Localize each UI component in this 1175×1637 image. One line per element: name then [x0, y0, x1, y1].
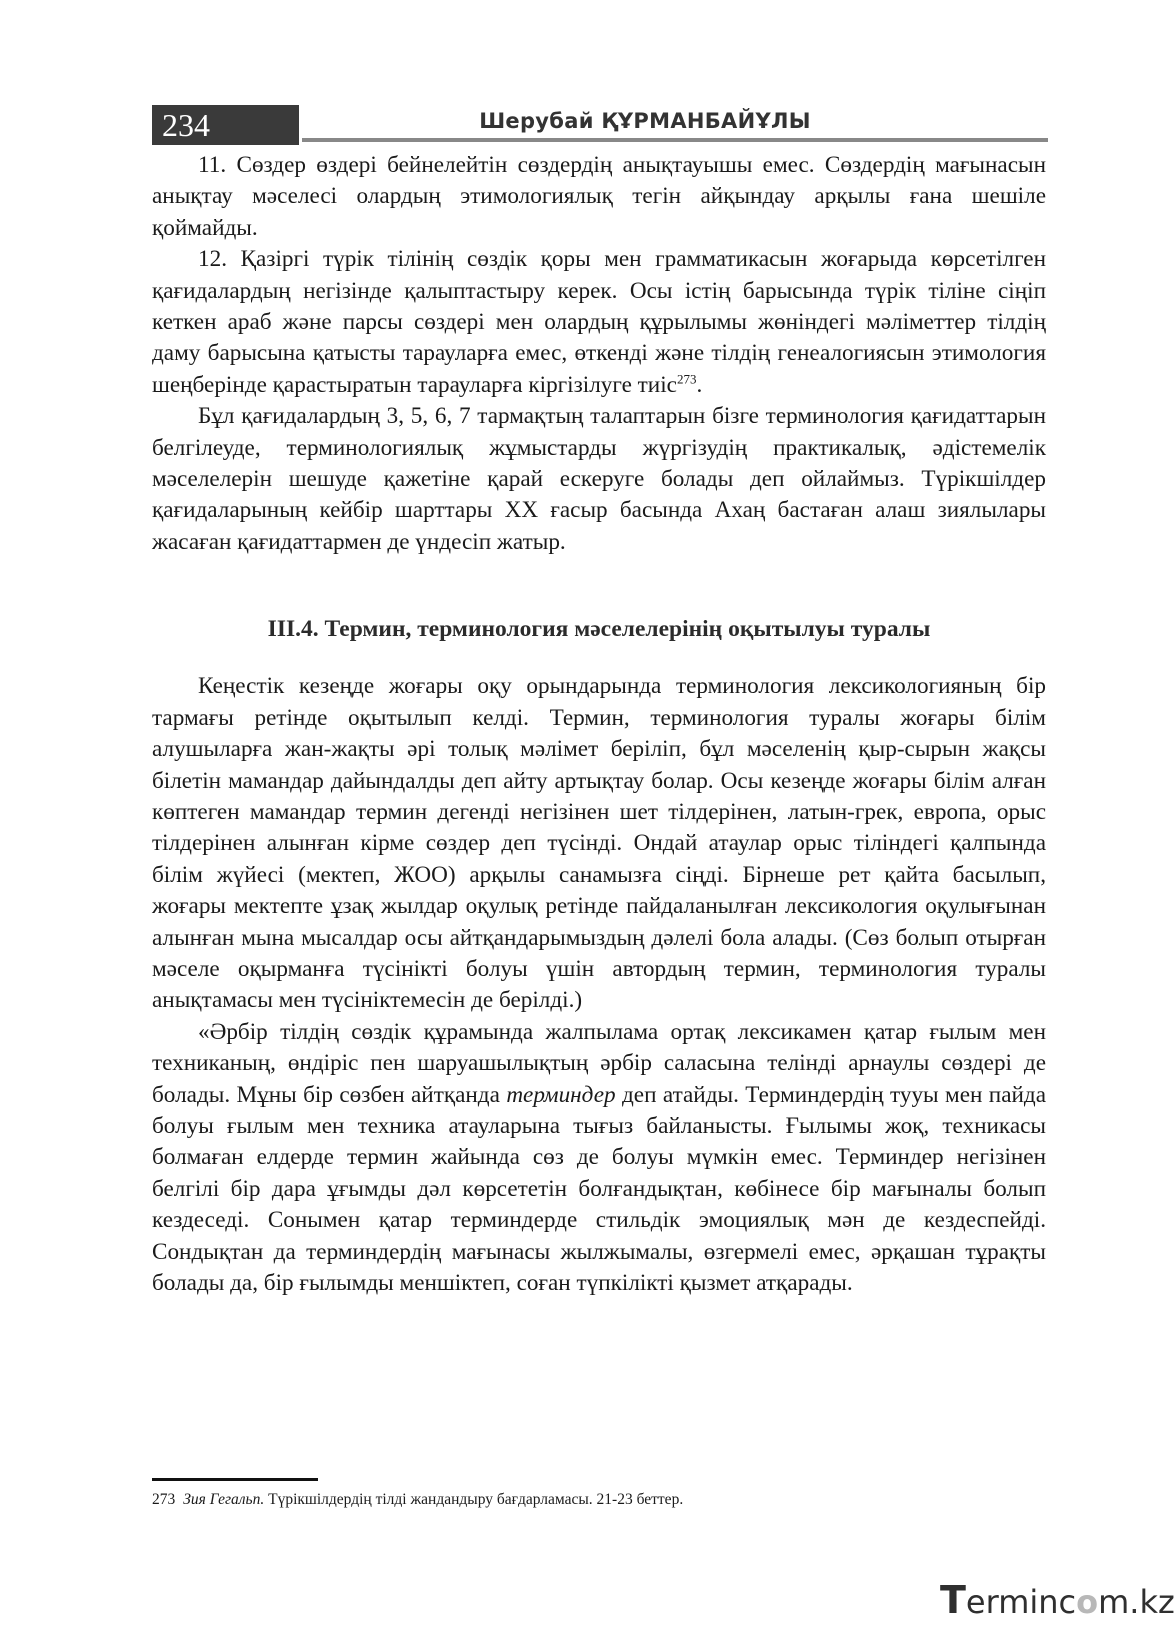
footnote-reference[interactable]: 273 [676, 371, 697, 387]
page-number-box [152, 105, 299, 145]
paragraph-item-12 [152, 244, 1046, 401]
footnote [152, 1489, 1032, 1511]
watermark-letter-t: T [940, 1578, 966, 1622]
paragraph-item-11: 11. Сөздер өздері бейнелейтін сөздердің анықтауышы емес. Сөздердің мағынасын анықтау мәселесі олардың этимологиялық тегін айқындау арқылы ғана шешіле қоймайды. [152, 152, 1046, 241]
watermark-letter-o: o [1076, 1583, 1099, 1621]
running-header-author: Шерубай ҚҰРМАНБАЙҰЛЫ [479, 109, 811, 133]
page-body [152, 150, 1046, 1299]
watermark-text-erminc: erminc [965, 1583, 1077, 1621]
footnote-text: Түрікшілдердің тілді жандандыру бағдарламасы. 21-23 беттер. [264, 1491, 684, 1508]
quote-text-after: деп атайды. Терминдердің тууы мен пайда болуы ғылым мен техника атауларына тығыз байланысты. Ғылымы жоқ, техникасы болмаған елдерде термин жайында сөз де болуы мүмкін емес. Терминдер негізінен белгілі бір дара ұғымды дәл көрсететін болғандықтан, көбінесе бір мағыналы болып кездеседі. Сонымен қатар терминдерде стильдік эмоциялық мән де кездеспейді. Сондықтан да терминдердің мағынасы жылжымалы, өзгермелі емес, әрқашан тұрақты болады да, бір ғылымды меншіктеп, соған түпкілікті қызмет атқарады. [152, 1081, 1047, 1296]
quote-text-before: «Әрбір тілдің сөздік құрамында жалпылама ортақ лексикамен қатар ғылым мен техниканың, өндіріс пен шаруашылықтың әрбір саласына телінді арнаулы сөздері де болады. Мұны бір сөзбен айтқанда [152, 1018, 1046, 1108]
watermark-text-mkz: m.kz [1098, 1583, 1175, 1621]
paragraph-soviet-period: Кеңестік кезеңде жоғары оқу орындарында терминология лексикологияның бір тармағы ретінде оқытылып келді. Термин, терминология туралы жоғары білім алушыларға жан-жақты әрі толық мәлімет беріліп, бұл мәселенің қыр-сырын жақсы білетін мамандар дайындалды деп айту артықтау болар. Осы кезеңде жоғары білім алған көптеген мамандар термин дегенді негізінен шет тілдерінен, латын-грек, европа, орыс тілдерінен алынған кірме сөздер деп түсінді. Ондай атаулар орыс тіліндегі қалпында білім жүйесі (мектеп, ЖОО) арқылы санамызға сіңді. Бірнеше рет қайта басылып, жоғары мектепте ұзақ жылдар оқулық ретінде пайдаланылған лексикология оқулығынан алынған мына мысалдар осы айтқандарымыздың дәлелі бола алады. (Сөз болып отырған мәселе оқырманға түсінікті болуы үшін автордың термин, терминология туралы анықтамасы мен түсініктемесін де берілді.) [152, 673, 1046, 1014]
section-heading: III.4. Термин, терминология мәселелерінің оқытылуы туралы [267, 616, 931, 643]
watermark-logo [940, 1580, 1175, 1622]
paragraph-item-12-text: 12. Қазіргі түрік тілінің сөздік қоры мен грамматикасын жоғарыда көрсетілген қағидалардың негізінде қалыптастыру керек. Осы істің барысында түрік тіліне сіңіп кеткен араб және парсы сөздері мен олардың құрылымы жөніндегі мәліметтер тілдің даму барысына қатысты тарауларға емес, өткенді және тілдің генеалогиясын этимология шеңберінде қарастыратын тарауларға кіргізілуге тиіс [152, 246, 1046, 398]
footnote-separator [152, 1478, 318, 1481]
quote-emphasis-terms: терминдер [506, 1081, 616, 1108]
page-number: 234 [162, 107, 210, 143]
page-header [152, 105, 1048, 145]
paragraph-quote [152, 1017, 1046, 1300]
footnote-number: 273 [152, 1491, 176, 1508]
paragraph-rules-note: Бұл қағидалардың 3, 5, 6, 7 тармақтың талаптарын бізге терминология қағидаттарын белгілеуде, терминологиялық жұмыстарды жүргізудің практикалық, әдістемелік мәселелерін шешуде қажетіне қарай ескеруге болады деп ойлаймыз. Түрікшілдер қағидаларының кейбір шарттары ХХ ғасыр басында Ахаң бастаған алаш зиялылары жасаған қағидаттармен де үндесіп жатыр. [152, 403, 1046, 555]
paragraph-item-12-tail: . [696, 371, 703, 398]
header-rule [302, 138, 1048, 142]
footnote-author: Зия Гегальп. [183, 1491, 265, 1508]
